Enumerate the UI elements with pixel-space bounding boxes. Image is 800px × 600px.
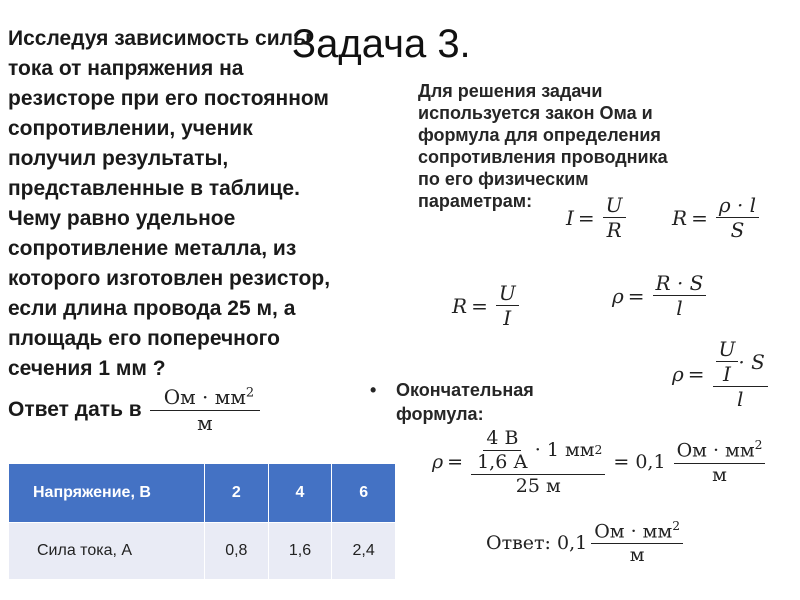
problem-line: получил результаты, [8, 147, 229, 170]
header-cell: 6 [332, 464, 396, 523]
answer-unit-fraction [146, 386, 264, 434]
formula-lhs: ρ [612, 283, 624, 308]
formula-denominator: S [730, 218, 745, 242]
formula-lhs: ρ [672, 362, 684, 386]
problem-line: сечения 1 мм ? [8, 357, 166, 380]
times-term: · 1 мм [534, 438, 595, 461]
problem-line: если длина провода 25 м, а [8, 297, 296, 320]
formula-numerator: R · S [653, 272, 707, 296]
bullet-icon: • [370, 380, 377, 400]
final-label-line: формула: [396, 404, 484, 424]
times-term: · S [738, 349, 765, 374]
table-cell: 0,8 [205, 523, 269, 580]
inner-numerator: 4 В [483, 428, 521, 451]
table-cell: 1,6 [268, 523, 332, 580]
problem-line: представленные в таблице. [8, 177, 300, 200]
formula-numerator: U [603, 194, 626, 218]
inner-denominator: 1,6 А [477, 450, 528, 473]
formula-denominator: I [503, 306, 512, 330]
formula-denominator: 25 м [515, 474, 561, 497]
formula-lhs: I [566, 205, 574, 230]
answer-prefix: Ответ дать в [8, 398, 142, 421]
unit-denominator: м [712, 463, 727, 486]
unit-denominator: м [197, 411, 213, 435]
inner-numerator: U [716, 338, 739, 362]
formula-lhs: ρ [432, 451, 444, 474]
table-cell: 2,4 [332, 523, 396, 580]
unit-numerator: Ом · мм [594, 520, 673, 543]
formula-ohm-law: I = $\frac{U}{R}$ [566, 194, 630, 241]
problem-line: сопротивление металла, из [8, 237, 297, 260]
formula-numerator: U [496, 282, 519, 306]
problem-text [8, 24, 388, 384]
problem-line: которого изготовлен резистор, [8, 267, 331, 290]
formula-lhs: R [452, 293, 468, 318]
problem-line: тока от напряжения на [8, 57, 244, 80]
unit-numerator: Ом · мм [676, 439, 755, 462]
header-cell: Напряжение, В [9, 464, 205, 523]
problem-line: резисторе при его постоянном [8, 87, 329, 110]
solution-intro [418, 80, 738, 212]
formula-rho-combined: ρ = $\frac{U}{I}$ · S l [672, 338, 772, 410]
header-cell: 2 [205, 464, 269, 523]
unit-numerator-exp: 2 [245, 385, 255, 401]
solution-line: сопротивления проводника [418, 147, 668, 167]
final-label-line: Окончательная [396, 380, 534, 400]
formula-lhs: R [672, 205, 688, 230]
final-formula: ρ = $\frac{4 В}{1,6 А}$ · 1 мм 2 25 м = 0,1 $\frac{Ом \cdot мм^2}{м}$ [432, 428, 769, 497]
solution-line: формула для определения [418, 125, 661, 145]
formula-result: = 0,1 [613, 451, 666, 474]
solution-line: по его физическим [418, 169, 589, 189]
page-title: Задача 3. [292, 22, 471, 66]
header-cell: 4 [268, 464, 332, 523]
data-table [8, 463, 396, 580]
times-exp: 2 [594, 442, 603, 457]
unit-exp: 2 [672, 519, 681, 533]
table-cell: Сила тока, А [9, 523, 205, 580]
formula-resistance: R = $\frac{\rho \cdot l}{S}$ [672, 194, 763, 241]
table-header-row [9, 464, 396, 523]
final-answer [486, 520, 687, 566]
formula-rho: ρ = $\frac{R \cdot S}{l}$ [612, 272, 710, 319]
table-row [9, 523, 396, 580]
final-formula-label [370, 378, 630, 426]
solution-line: параметрам: [418, 191, 533, 211]
problem-line: Чему равно удельное [8, 207, 236, 230]
answer-label: Ответ: 0,1 [486, 532, 588, 555]
unit-exp: 2 [754, 438, 763, 453]
formula-denominator: R [606, 218, 622, 242]
unit-numerator: Ом · мм [163, 385, 246, 409]
formula-numerator: ρ · l [716, 194, 759, 218]
inner-denominator: I [723, 362, 731, 386]
solution-line: Для решения задачи [418, 81, 603, 101]
answer-unit-line [8, 386, 264, 434]
formula-r-from-ohm: R = $\frac{U}{I}$ [452, 282, 523, 329]
unit-denominator: м [629, 544, 645, 567]
solution-line: используется закон Ома и [418, 103, 653, 123]
formula-denominator: l [676, 296, 683, 320]
problem-line: сопротивлении, ученик [8, 117, 253, 140]
formula-denominator: l [736, 387, 744, 411]
problem-line: площадь его поперечного [8, 327, 280, 350]
problem-line: Исследуя зависимость силы [8, 27, 311, 50]
